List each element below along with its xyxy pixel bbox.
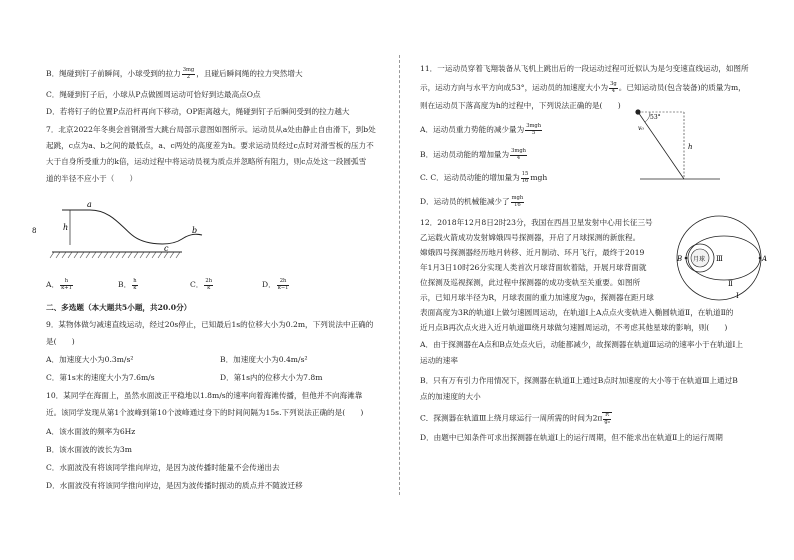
- sqrt-bar: $\frac{R}{\text{g₀}}$: [604, 412, 610, 425]
- lunar-orbit-figure: [670, 212, 770, 304]
- height-label: h: [63, 223, 69, 232]
- orbit-III-label: Ⅲ: [716, 255, 723, 263]
- q12-option-c: C．探测器在轨道Ⅲ上绕月球运行一周所需的时间为2π $\frac{R}{\text{g₀}}$: [420, 412, 610, 425]
- q7-stem-line1: 7．北京2022年冬奥会首钢滑雪大跳台局部示意图如图所示。运动员从a处由静止自由滑下，到b处: [46, 125, 376, 134]
- q12-stem-line4: 年1月3日10时26分实现人类首次月球背面软着陆，开展月球背面就: [420, 263, 647, 272]
- q12-stem-line1: 12．2018年12月8日2时23分，我国在西昌卫星发射中心用长征三号: [420, 218, 653, 227]
- skydiver-figure: [600, 104, 750, 194]
- q7-option-c: C． $\frac{2h}{k}$: [190, 278, 213, 291]
- ski-jump-figure: [32, 195, 232, 265]
- q9-option-b: B．加速度大小为0.4m/s²: [220, 355, 308, 364]
- trajectory-line: [638, 112, 684, 179]
- q11-stem-line3: 则在运动员下落高度为h的过程中，下列说法正确的是( ): [420, 101, 621, 110]
- point-a-label: A: [762, 255, 768, 263]
- point-b-dot: [685, 257, 688, 260]
- q10-option-d: D．水面波没有将该同学推向岸边，是因为波传播时振动的质点并不随波迁移: [46, 481, 303, 490]
- point-b-label: B: [677, 255, 683, 263]
- orbit-II-label: Ⅱ: [728, 280, 733, 288]
- q7-option-b: B． $\frac{h}{k}$: [118, 278, 137, 291]
- moon-label: 月球: [693, 256, 706, 263]
- q7-option-a: A． $\frac{h}{k+1}$: [46, 278, 72, 291]
- q6-option-d: D．若将钉子的位置P点沿杆再向下移动，OP距离越大，绳碰到钉子后瞬间受到的拉力越大: [46, 107, 350, 116]
- q9-option-a: A．加速度大小为0.3m/s²: [46, 355, 134, 364]
- q12-option-d: D．由题中已知条件可求出探测器在轨道Ⅰ上的运行周期，但不能求出在轨道Ⅱ上的运行周期: [420, 433, 723, 442]
- q11-option-c: C. C．运动员动能的增加量为 $\frac{15}{16}$ mgh: [420, 171, 548, 184]
- height-label: h: [688, 143, 693, 151]
- ground-hatch: [50, 252, 180, 258]
- velocity-label: v₀: [638, 125, 644, 132]
- point-a-dot: [759, 257, 762, 260]
- q12-option-b-line2: 点的加速度的大小: [420, 392, 481, 401]
- q10-option-c: C．水面波没有将该同学推向岸边，是因为波传播时能量不会传递出去: [46, 463, 280, 472]
- q12-stem-line7: 表面高度为3R的轨道Ⅰ上做匀速圆周运动，在轨道Ⅰ上A点点火变轨进入椭圆轨道Ⅱ，在轨道Ⅱ的: [420, 308, 734, 317]
- column-divider: [399, 55, 400, 495]
- q7-stem-line4: 道的半径不应小于（ ）: [46, 174, 138, 183]
- q11-stem-line2: 示，运动方向与水平方向成53°，运动员的加速度大小为 $\frac{3g}{4}$ 。已知运动员(包含装备)的质量为m，: [420, 81, 746, 94]
- slope-curve: [62, 210, 202, 244]
- orbit-I-label: Ⅰ: [736, 292, 739, 300]
- q12-stem-line6: 示，已知月球半径为R，月球表面的重力加速度为g₀，探测器在距月球: [420, 293, 654, 302]
- q10-stem-line1: 10．某同学在海面上，虽然水面波正平稳地以1.8m/s的速率向着海滩传播，但他并不向海滩靠: [46, 391, 363, 400]
- point-c-label: c: [164, 244, 169, 253]
- q9-stem-line2: 是( ): [46, 337, 75, 346]
- q7-stem-line3: 大于自身所受重力的k倍，运动过程中将运动员视为质点并忽略所有阻力，则c点处这一段圆弧雪: [46, 157, 367, 166]
- q12-stem-line5: 位探测及巡视探测，此过程中探测器的成功变轨至关重要。如图所: [420, 278, 641, 287]
- q11-option-d: D．运动员的机械能减少了 $\frac{\text{mgh}}{16}$: [420, 195, 524, 208]
- q12-option-a-line1: A．由于探测器在A点和B点处点火后，动能都减少，故探测器在轨道Ⅲ运动的速率小于在轨道Ⅰ上: [420, 340, 744, 349]
- q7-option-d: D． $\frac{2h}{k-1}$: [262, 278, 289, 291]
- point-b-label: b: [192, 226, 198, 235]
- q11-option-b: B．运动员动能的增加量为 $\frac{\text{3mgh}}{4}$: [420, 148, 527, 161]
- q12-stem-line2: 乙运载火箭成功发射嫦娥四号探测器，开启了月球探测的新旅程。: [420, 233, 641, 242]
- q10-option-b: B．该水面波的波长为3m: [46, 445, 132, 454]
- q7-stem-line2: 起跳，c点为a、b之间的最低点，a、c两处的高度差为h。要求运动员经过c点时对滑雪板的压力不: [46, 141, 374, 150]
- q9-stem-line1: 9．某物体做匀减速直线运动，经过20s停止，已知最后1s的位移大小为0.2m，下列说法中正确的: [46, 320, 374, 329]
- angle-label: 53°: [650, 114, 661, 121]
- q10-stem-line2: 近。该同学发现从第1个波峰到第10个波峰通过身下的时间间隔为15s.下列说法正确的是( ): [46, 408, 364, 417]
- section-heading-multiple-choice: 二、多选题（本大题共5小题，共20.0分）: [46, 303, 192, 312]
- q9-option-d: D．第1s内的位移大小为7.8m: [220, 373, 323, 382]
- point-a-label: a: [87, 200, 92, 209]
- q6-option-c: C．绳碰到钉子后，小球从P点做圆周运动可恰好到达最高点O点: [46, 90, 261, 99]
- q11-stem-line1: 11．一运动员穿着飞翔装备从飞机上跳出后的一段运动过程可近似认为是匀变速直线运动，如图所: [420, 64, 749, 73]
- q10-option-a: A．该水面波的频率为6Hz: [46, 427, 136, 436]
- q12-option-b-line1: B．只有万有引力作用情况下，探测器在轨道Ⅱ上通过B点时加速度的大小等于在轨道Ⅲ上通过B: [420, 376, 738, 385]
- q9-option-c: C．第1s末的速度大小为7.6m/s: [46, 373, 155, 382]
- q12-option-a-line2: 运动的速率: [420, 356, 458, 365]
- q6-option-b: B．绳碰到钉子前瞬间，小球受到的拉力 $\frac{3mg}{2}$ ，且碰后瞬间绳的拉力突然增大: [46, 67, 303, 80]
- q12-stem-line3: 嫦娥四号探测器经历地月转移、近月制动、环月飞行，最终于2019: [420, 248, 645, 257]
- q11-option-a: A．运动员重力势能的减少量为 $\frac{\text{3mgh}}{5}$: [420, 123, 542, 136]
- figure-number-label: 8: [32, 227, 37, 235]
- q12-stem-line8: 近月点B再次点火进入近月轨道Ⅲ绕月球做匀速圆周运动，不考虑其他星球的影响，则( ): [420, 323, 728, 332]
